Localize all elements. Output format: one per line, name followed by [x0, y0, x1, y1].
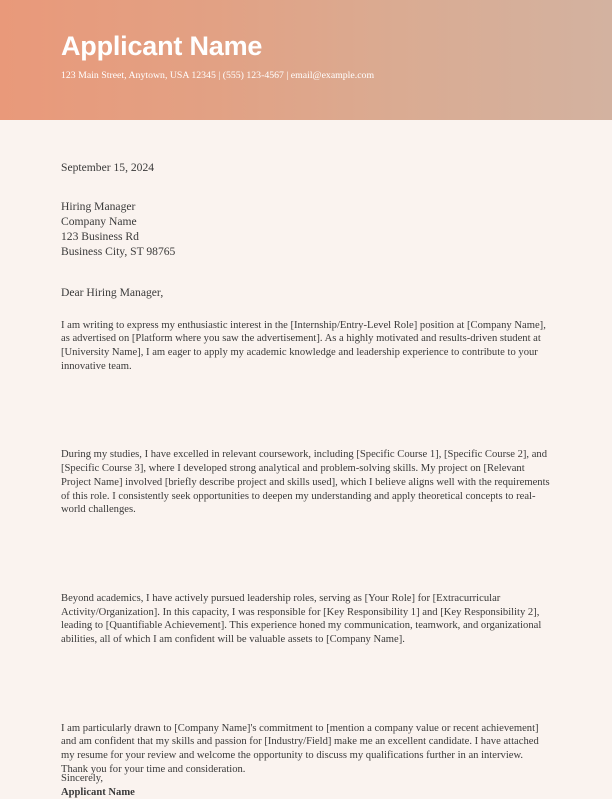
- letterhead-header: [0, 0, 612, 120]
- letter-paragraph-1: I am writing to express my enthusiastic interest in the [Internship/Entry-Level Role] position at [Company Name], as advertised on [Platform where you saw the advertisement]. As a highly motivated and results-driven student at [University Name], I am eager to apply my academic knowledge and leadership experience to contribute to your innovative team.: [61, 319, 546, 372]
- recipient-line-3: 123 Business Rd: [61, 229, 139, 243]
- recipient-line-4: Business City, ST 98765: [61, 244, 176, 258]
- contact-info-line: 123 Main Street, Anytown, USA 12345 | (555) 123-4567 | email@example.com: [61, 70, 375, 81]
- recipient-line-1: Hiring Manager: [61, 200, 136, 213]
- recipient-address-block: [61, 175, 551, 260]
- letter-paragraph-2: During my studies, I have excelled in relevant coursework, including [Specific Course 1], [Specific Course 2], and [Specific Course 3], where I developed strong analytical and problem-solving skills. My project on [Relevant Project Name] involved [briefly describe project and skills used], which I believe aligns well with the requirements of this role. I consistently seek opportunities to deepen my understanding and apply theoretical concepts to real-world challenges.: [61, 449, 550, 516]
- applicant-name-heading: Applicant Name: [61, 31, 263, 61]
- salutation: Dear Hiring Manager,: [61, 285, 164, 299]
- closing-sign-off: Sincerely,: [61, 773, 103, 784]
- closing-block: [61, 772, 551, 799]
- letter-date: September 15, 2024: [61, 161, 155, 174]
- letter-paragraph-3: Beyond academics, I have actively pursued leadership roles, serving as [Your Role] for [Extracurricular Activity/Organization]. In this capacity, I was responsible for [Key Responsibility 1] and [Key Responsibility 2], leading to [Quantifiable Achievement]. This experience honed my communication, teamwork, and organizational abilities, all of which I am confident will be valuable assets to [Company Name].: [61, 592, 542, 646]
- letter-paragraph-4: I am particularly drawn to [Company Name]'s commitment to [mention a company value or recent achievement] and am confident that my skills and passion for [Industry/Field] make me an excellent candidate. I have attached my resume for your review and welcome the opportunity to discuss my qualifications further in an interview. Thank you for your time and consideration.: [61, 722, 539, 775]
- letter-body: [61, 120, 551, 777]
- closing-signature-name: Applicant Name: [61, 786, 135, 798]
- recipient-line-2: Company Name: [61, 214, 137, 228]
